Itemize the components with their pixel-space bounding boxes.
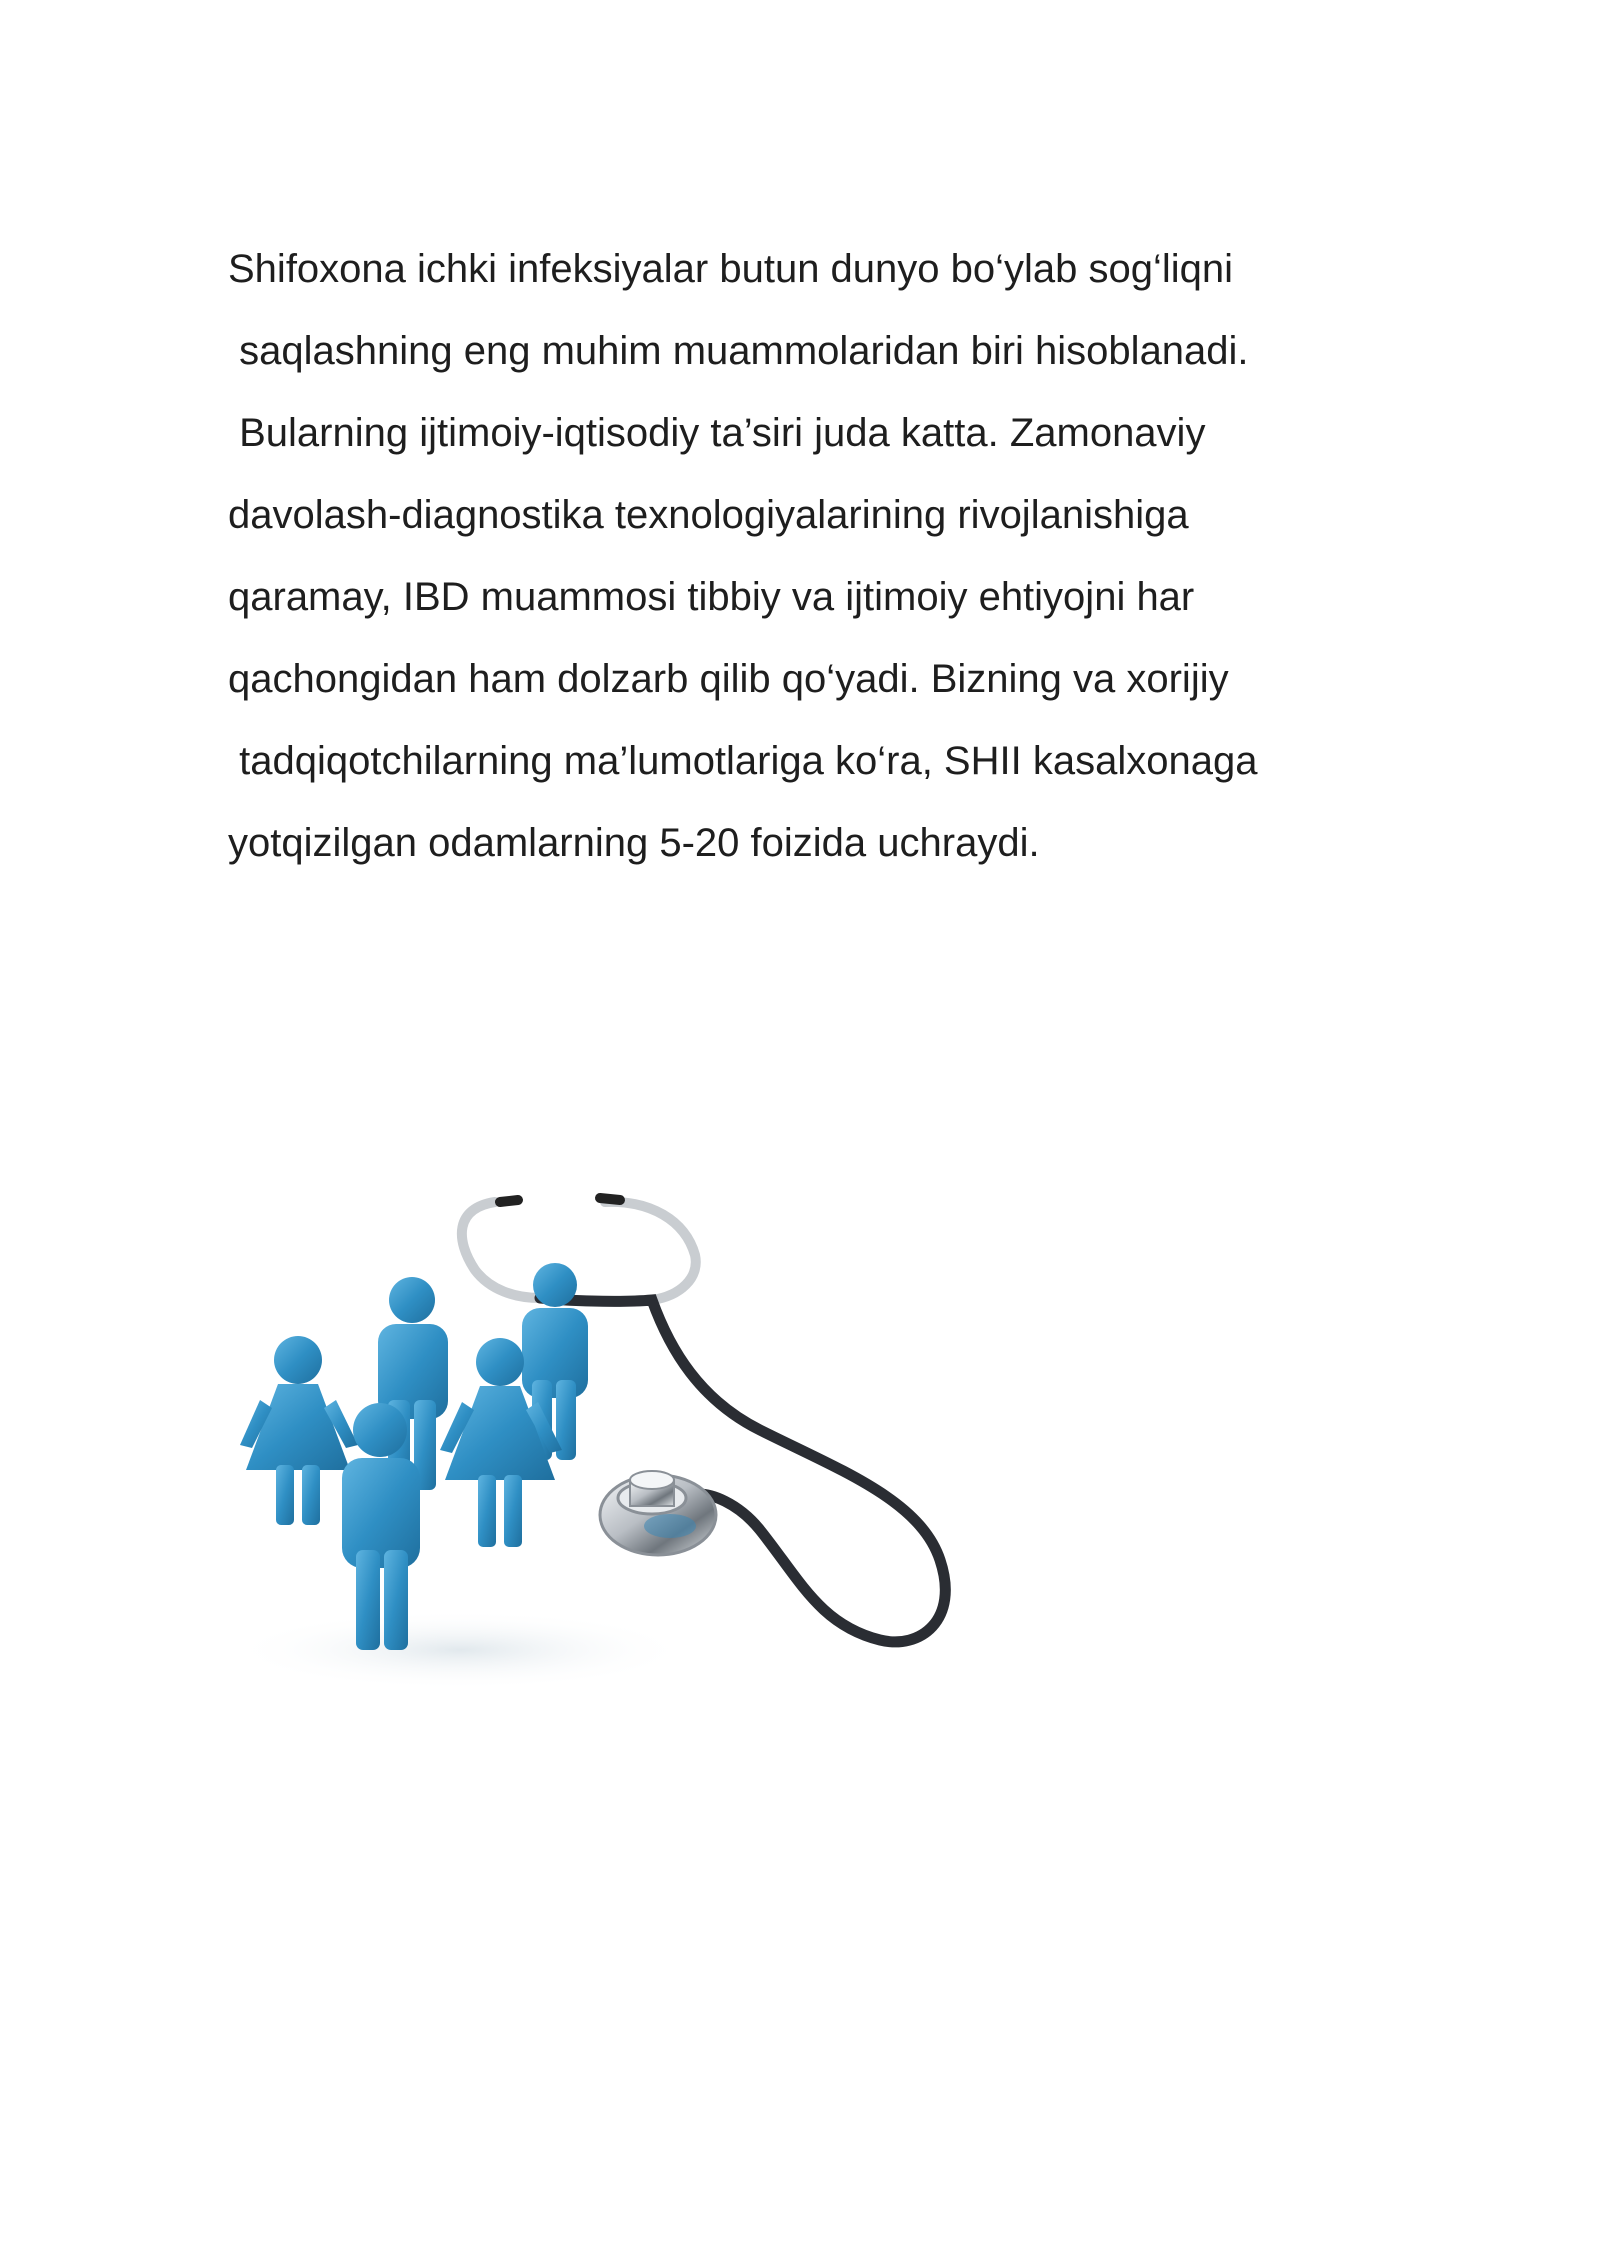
paragraph-line: yotqizilgan odamlarning 5-20 foizida uchraydi. bbox=[228, 821, 1040, 865]
paragraph-line: davolash-diagnostika texnologiyalarining rivojlanishiga bbox=[228, 493, 1189, 537]
person-figure bbox=[240, 1336, 358, 1525]
floor-shadow bbox=[230, 1610, 690, 1690]
paragraph-line: tadqiqotchilarning ma’lumotlariga ko‘ra, SHII kasalxonaga bbox=[228, 739, 1258, 783]
chest-piece bbox=[600, 1471, 716, 1555]
people-icon bbox=[240, 1263, 588, 1650]
paragraph-line: qaramay, IBD muammosi tibbiy va ijtimoiy ehtiyojni har bbox=[228, 575, 1195, 619]
paragraph-line: qachongidan ham dolzarb qilib qo‘yadi. Bizning va xorijiy bbox=[228, 657, 1229, 701]
people-stethoscope-illustration bbox=[200, 1180, 1100, 1700]
paragraph-line: saqlashning eng muhim muammolaridan biri hisoblanadi. bbox=[228, 329, 1249, 373]
body-paragraph bbox=[228, 228, 1428, 884]
paragraph-line: Shifoxona ichki infeksiyalar butun dunyo bo‘ylab sog‘liqni bbox=[228, 247, 1234, 291]
paragraph-line: Bularning ijtimoiy-iqtisodiy ta’siri juda katta. Zamonaviy bbox=[228, 411, 1206, 455]
